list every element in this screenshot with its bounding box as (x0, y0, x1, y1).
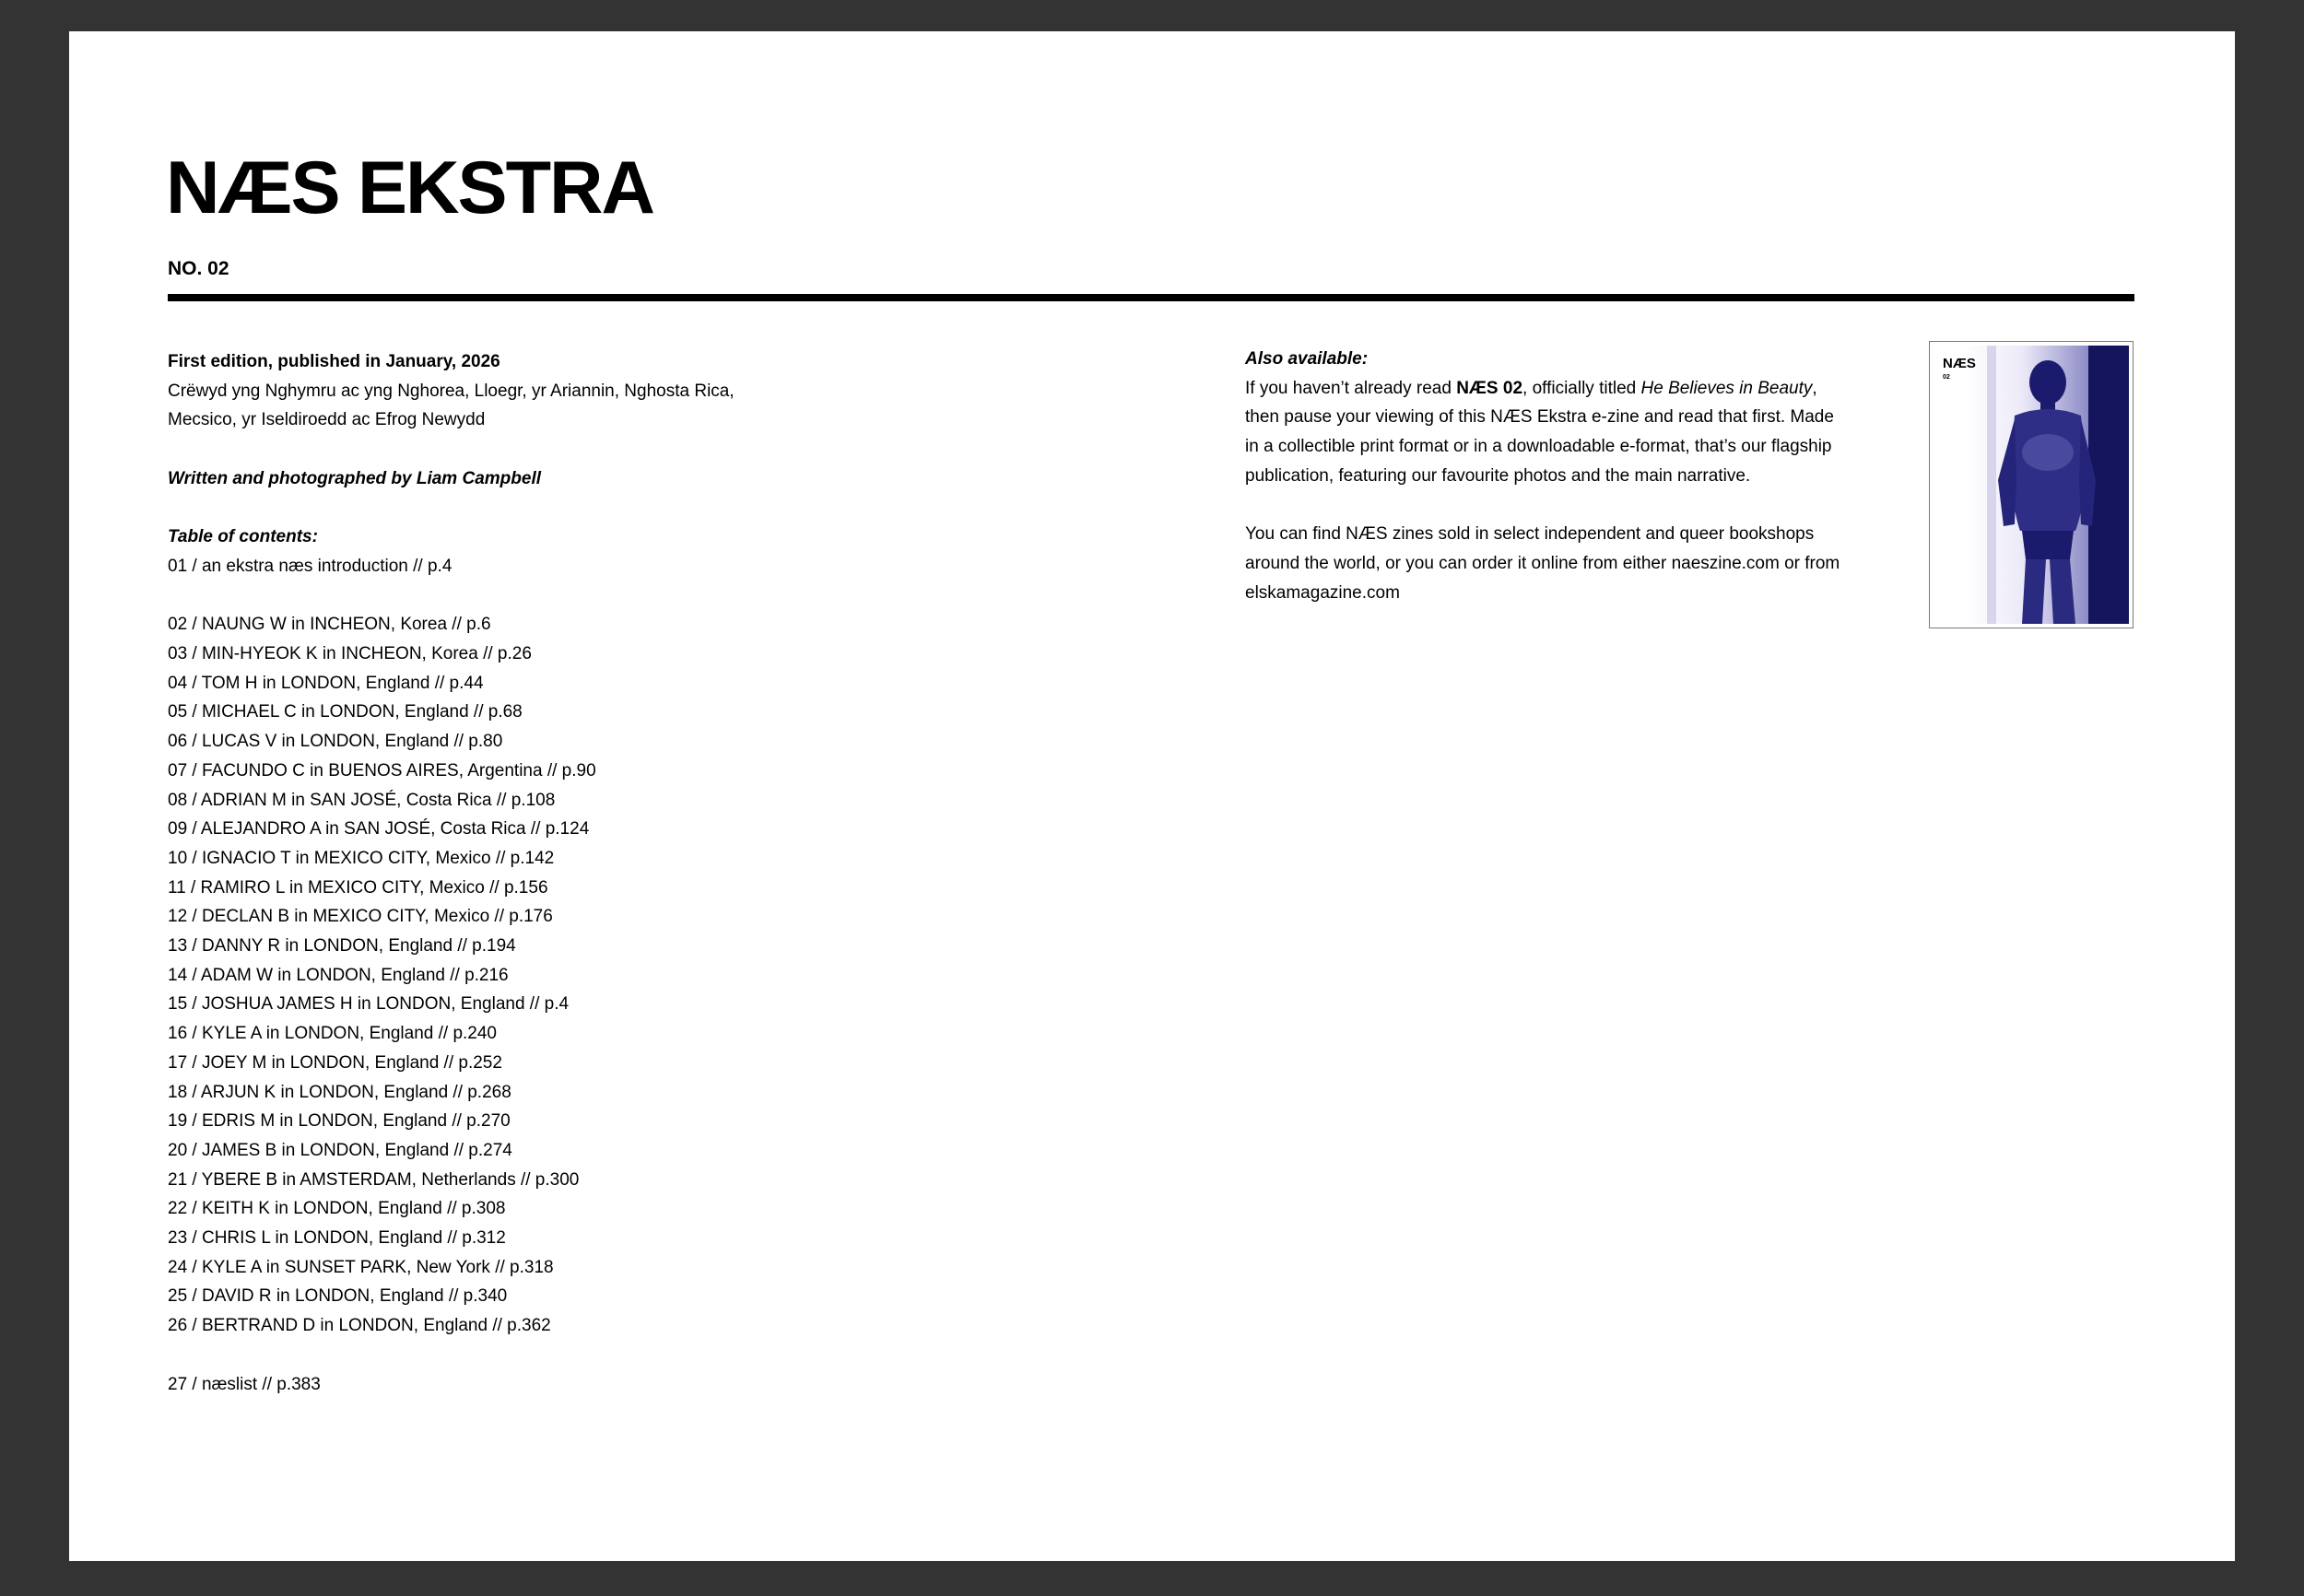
edition-created-line1: Crëwyd yng Nghymru ac yng Nghorea, Lloegr, yr Ariannin, Nghosta Rica, (168, 381, 735, 401)
toc-entry: 05 / MICHAEL C in LONDON, England // p.68 (168, 702, 523, 722)
toc-entry: 16 / KYLE A in LONDON, England // p.240 (168, 1024, 497, 1044)
toc-entry: 22 / KEITH K in LONDON, England // p.308 (168, 1199, 506, 1219)
spacer (168, 1341, 1181, 1370)
toc-entry: 15 / JOSHUA JAMES H in LONDON, England // p.4 (168, 994, 570, 1015)
toc-entry: 26 / BERTRAND D in LONDON, England // p.362 (168, 1316, 551, 1336)
toc-entry: 08 / ADRIAN M in SAN JOSÉ, Costa Rica // p.108 (168, 790, 556, 810)
toc-entry: 13 / DANNY R in LONDON, England // p.194 (168, 936, 516, 956)
edition-column (168, 347, 1181, 1399)
toc-entry: 21 / YBERE B in AMSTERDAM, Netherlands // p.300 (168, 1169, 580, 1190)
zine-cover-thumbnail (1929, 341, 2134, 628)
toc-entry: 25 / DAVID R in LONDON, England // p.340 (168, 1286, 508, 1307)
also-available-column (1245, 345, 1890, 607)
author-credit: Written and photographed by Liam Campbell (168, 468, 542, 488)
also-available-line3: in a collectible print format or in a downloadable e-format, that’s our flagship (1245, 437, 1832, 457)
text-run: If you haven’t already read (1245, 378, 1457, 398)
edition-created-line2: Mecsico, yr Iseldiroedd ac Efrog Newydd (168, 410, 486, 430)
spacer (1245, 491, 1890, 521)
bookshops-line2: around the world, or you can order it online from either naeszine.com or from (1245, 553, 1840, 573)
toc-outro: 27 / næslist // p.383 (168, 1374, 321, 1394)
also-available-heading: Also available: (1245, 349, 1369, 369)
spacer (168, 494, 1181, 523)
toc-entry: 19 / EDRIS M in LONDON, England // p.270 (168, 1111, 511, 1132)
also-available-line2: then pause your viewing of this NÆS Ekstra e-zine and read that first. Made (1245, 407, 1834, 428)
cover-logo: NÆS (1943, 356, 1976, 371)
bookshops-line3: elskamagazine.com (1245, 582, 1400, 603)
toc-entry: 12 / DECLAN B in MEXICO CITY, Mexico // p.176 (168, 907, 553, 927)
toc-entry: 11 / RAMIRO L in MEXICO CITY, Mexico // p.156 (168, 877, 548, 898)
text-run: , officially titled (1522, 378, 1641, 398)
edition-published: First edition, published in January, 2026 (168, 352, 500, 371)
toc-entry: 17 / JOEY M in LONDON, England // p.252 (168, 1052, 502, 1073)
also-available-line4: publication, featuring our favourite photos and the main narrative. (1245, 465, 1751, 486)
toc-entry: 09 / ALEJANDRO A in SAN JOSÉ, Costa Rica // p.124 (168, 819, 590, 839)
zine-subtitle: He Believes in Beauty (1640, 378, 1813, 398)
toc-entry: 14 / ADAM W in LONDON, England // p.216 (168, 965, 509, 985)
zine-name: NÆS 02 (1456, 378, 1523, 398)
toc-entry: 02 / NAUNG W in INCHEON, Korea // p.6 (168, 615, 491, 635)
text-run: , (1812, 378, 1817, 398)
curtain-fold (1987, 346, 1996, 624)
magazine-title: NÆS EKSTRA (166, 147, 654, 229)
issue-number: NO. 02 (168, 258, 229, 279)
spacer (168, 581, 1181, 611)
toc-entry: 20 / JAMES B in LONDON, England // p.274 (168, 1140, 512, 1160)
toc-heading: Table of contents: (168, 527, 318, 547)
cover-art (1930, 342, 2133, 628)
spacer (168, 435, 1181, 464)
toc-entry: 04 / TOM H in LONDON, England // p.44 (168, 673, 484, 693)
bookshops-line1: You can find NÆS zines sold in select independent and queer bookshops (1245, 524, 1815, 545)
header-divider (168, 294, 2134, 301)
toc-entry: 03 / MIN-HYEOK K in INCHEON, Korea // p.26 (168, 643, 532, 663)
also-available-line1 (1245, 374, 1890, 404)
toc-intro: 01 / an ekstra næs introduction // p.4 (168, 556, 453, 576)
toc-entry: 23 / CHRIS L in LONDON, England // p.312 (168, 1228, 506, 1249)
toc-entry: 24 / KYLE A in SUNSET PARK, New York // p.318 (168, 1257, 554, 1277)
document-page (69, 31, 2235, 1561)
toc-entry: 07 / FACUNDO C in BUENOS AIRES, Argentina // p.90 (168, 760, 596, 780)
cover-issue-mark: 02 (1943, 374, 1950, 381)
toc-entry: 10 / IGNACIO T in MEXICO CITY, Mexico // p.142 (168, 848, 555, 868)
toc-entry: 06 / LUCAS V in LONDON, England // p.80 (168, 732, 503, 752)
toc-entry: 18 / ARJUN K in LONDON, England // p.268 (168, 1082, 511, 1102)
toc-list (168, 610, 1181, 1341)
